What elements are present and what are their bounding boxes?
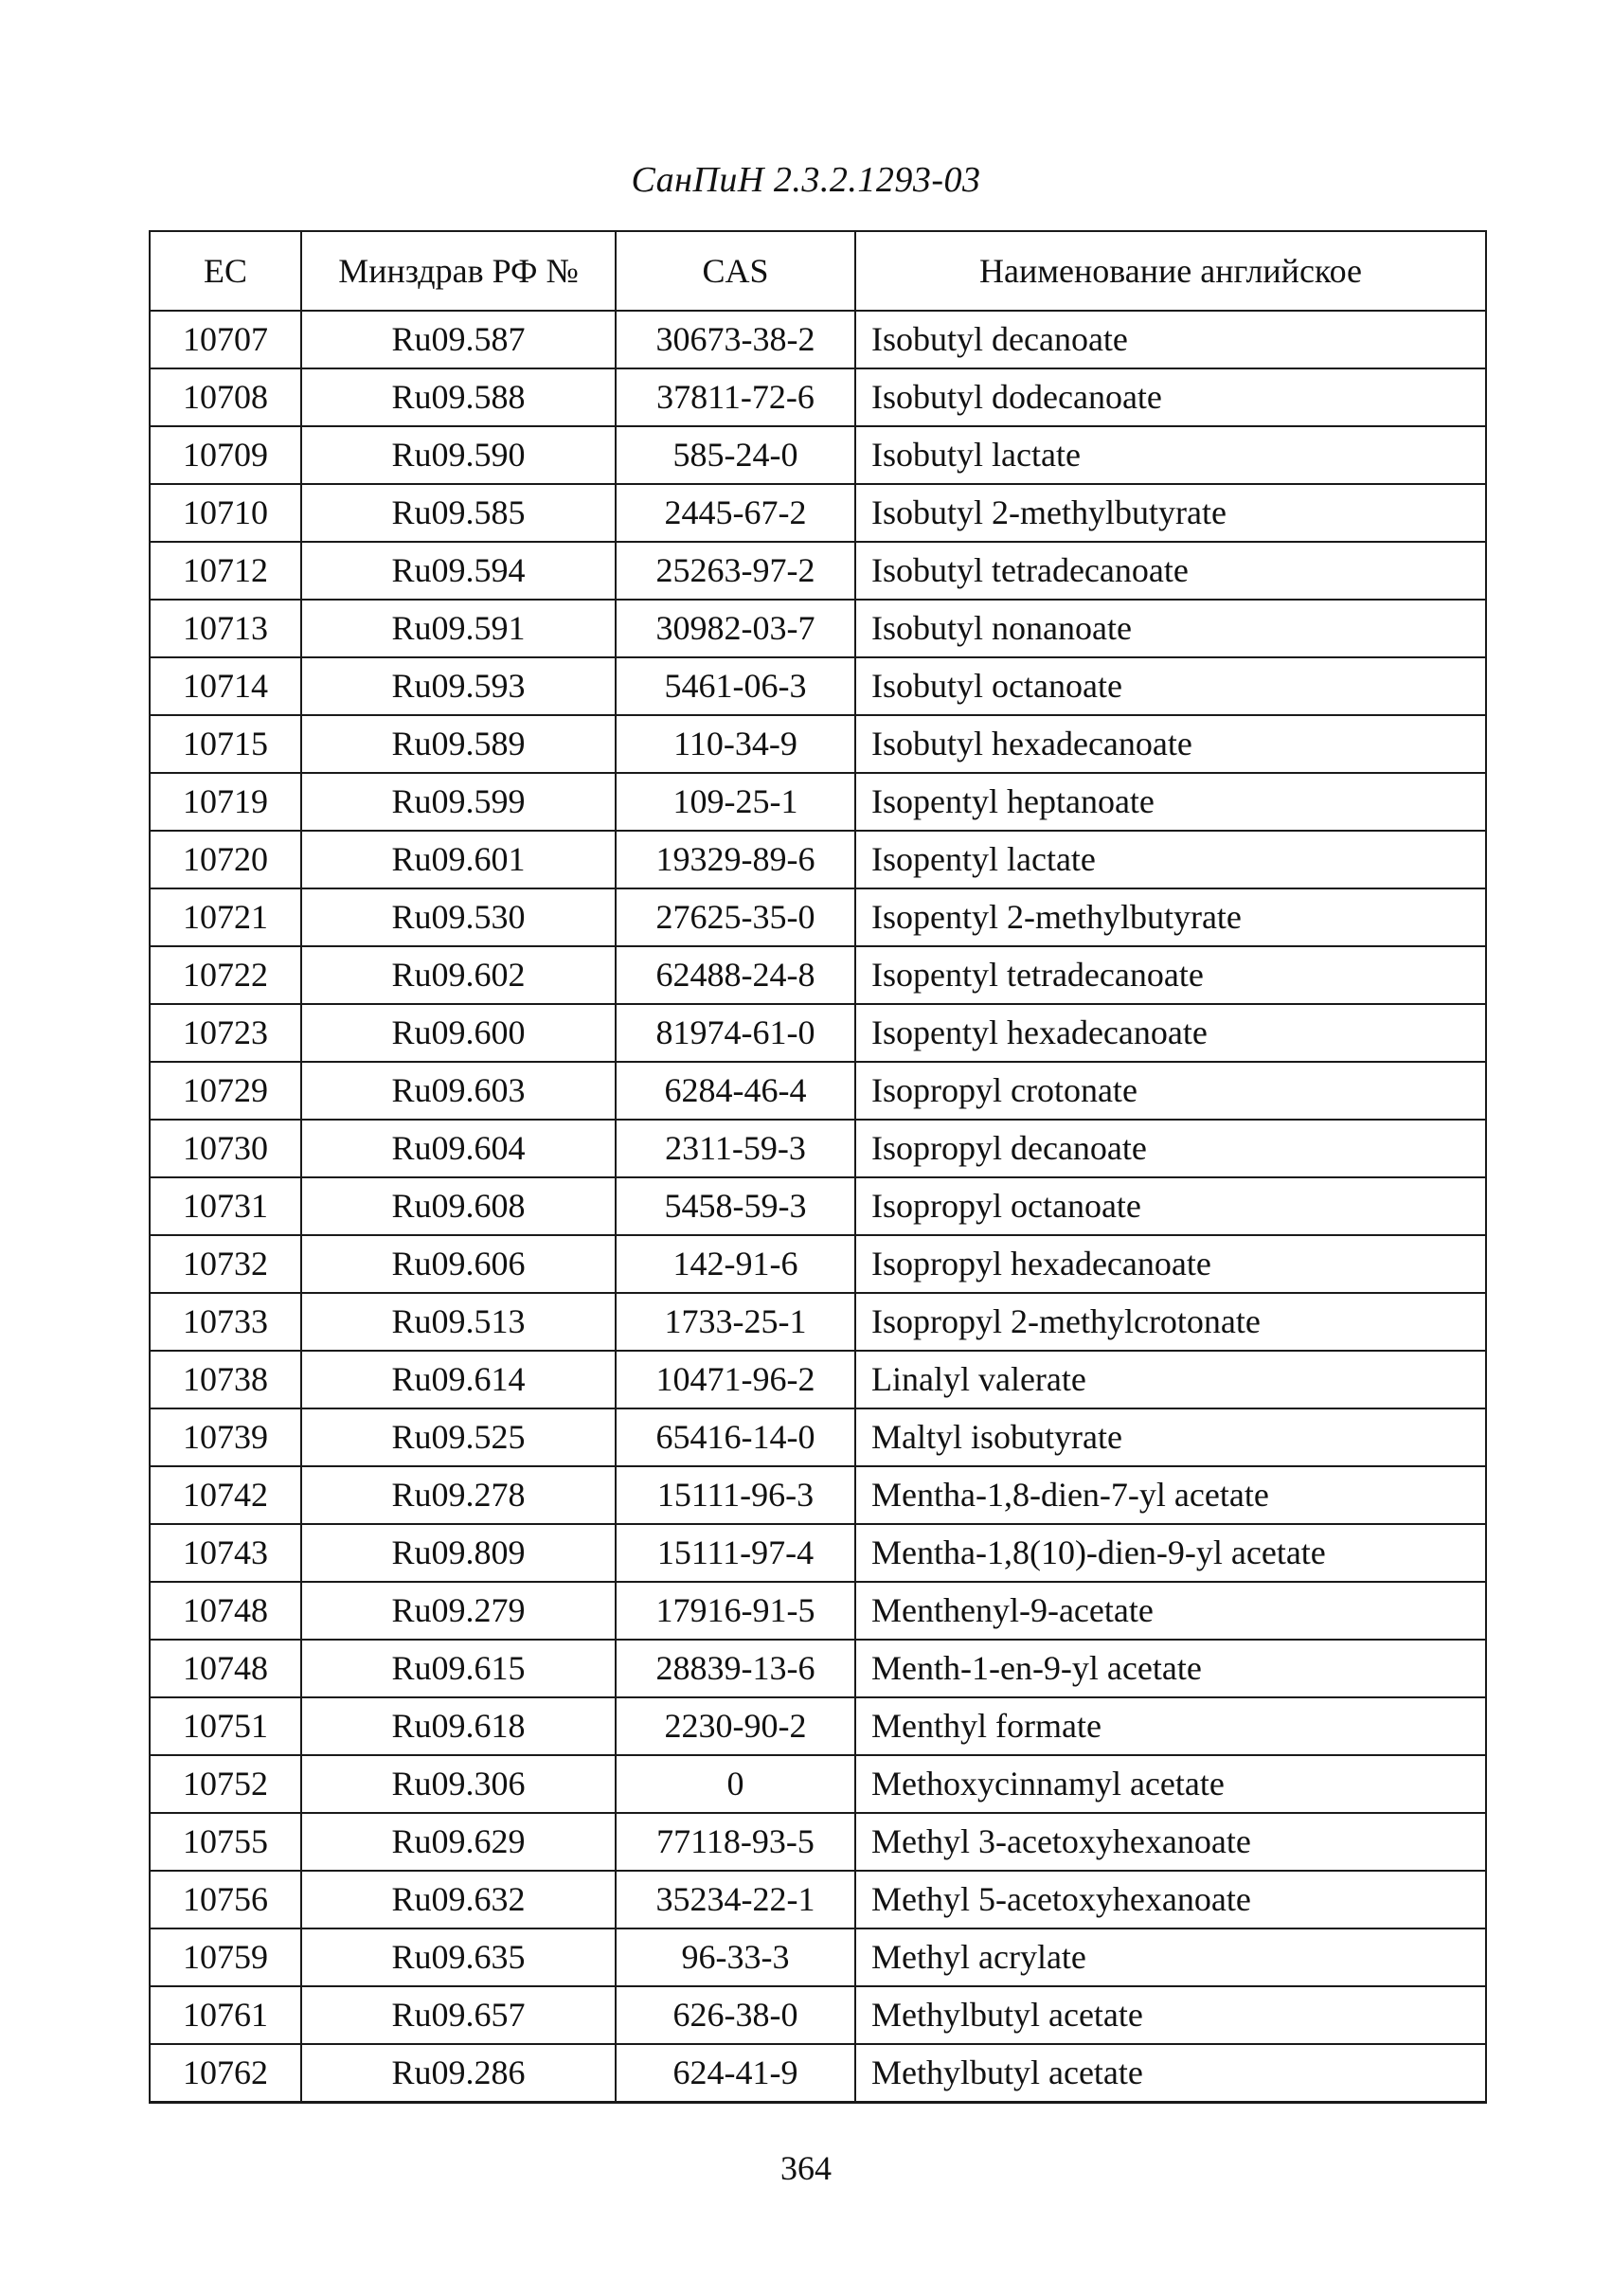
table-row [150, 1235, 1486, 1293]
cell-ec: 10733 [150, 1293, 301, 1351]
cell-minzdrav: Ru09.591 [301, 600, 616, 657]
cell-minzdrav: Ru09.614 [301, 1351, 616, 1408]
cell-english-name: Methyl acrylate [855, 1928, 1486, 1986]
table-row [150, 1408, 1486, 1466]
column-header-minzdrav: Минздрав РФ № [301, 231, 616, 311]
cell-cas: 37811-72-6 [616, 368, 855, 426]
table-row [150, 311, 1486, 368]
cell-ec: 10713 [150, 600, 301, 657]
cell-minzdrav: Ru09.600 [301, 1004, 616, 1062]
cell-minzdrav: Ru09.618 [301, 1697, 616, 1755]
table-row [150, 715, 1486, 773]
column-header-cas: CAS [616, 231, 855, 311]
cell-cas: 0 [616, 1755, 855, 1813]
cell-cas: 28839-13-6 [616, 1640, 855, 1697]
cell-minzdrav: Ru09.635 [301, 1928, 616, 1986]
cell-cas: 626-38-0 [616, 1986, 855, 2044]
substances-table [149, 230, 1487, 2104]
cell-ec: 10743 [150, 1524, 301, 1582]
cell-minzdrav: Ru09.602 [301, 946, 616, 1004]
cell-cas: 30982-03-7 [616, 600, 855, 657]
cell-english-name: Isopentyl lactate [855, 831, 1486, 888]
cell-english-name: Isobutyl dodecanoate [855, 368, 1486, 426]
cell-ec: 10738 [150, 1351, 301, 1408]
cell-english-name: Methyl 5-acetoxyhexanoate [855, 1871, 1486, 1928]
cell-english-name: Methyl 3-acetoxyhexanoate [855, 1813, 1486, 1871]
cell-ec: 10748 [150, 1640, 301, 1697]
cell-ec: 10708 [150, 368, 301, 426]
table-row [150, 1177, 1486, 1235]
cell-cas: 25263-97-2 [616, 542, 855, 600]
cell-english-name: Menthenyl-9-acetate [855, 1582, 1486, 1640]
table-row [150, 368, 1486, 426]
cell-english-name: Maltyl isobutyrate [855, 1408, 1486, 1466]
table-body [150, 311, 1486, 2103]
cell-cas: 77118-93-5 [616, 1813, 855, 1871]
table-row [150, 1755, 1486, 1813]
table-row [150, 1871, 1486, 1928]
cell-minzdrav: Ru09.599 [301, 773, 616, 831]
table-header [150, 231, 1486, 311]
table-row [150, 1813, 1486, 1871]
cell-cas: 81974-61-0 [616, 1004, 855, 1062]
cell-minzdrav: Ru09.601 [301, 831, 616, 888]
cell-minzdrav: Ru09.589 [301, 715, 616, 773]
cell-ec: 10739 [150, 1408, 301, 1466]
cell-ec: 10759 [150, 1928, 301, 1986]
cell-english-name: Methylbutyl acetate [855, 2044, 1486, 2103]
cell-english-name: Methoxycinnamyl acetate [855, 1755, 1486, 1813]
table-row [150, 542, 1486, 600]
cell-english-name: Methylbutyl acetate [855, 1986, 1486, 2044]
cell-minzdrav: Ru09.594 [301, 542, 616, 600]
cell-cas: 17916-91-5 [616, 1582, 855, 1640]
cell-ec: 10732 [150, 1235, 301, 1293]
cell-cas: 110-34-9 [616, 715, 855, 773]
table-row [150, 1351, 1486, 1408]
table-row [150, 1524, 1486, 1582]
cell-cas: 2311-59-3 [616, 1120, 855, 1177]
table-row [150, 657, 1486, 715]
cell-minzdrav: Ru09.603 [301, 1062, 616, 1120]
cell-ec: 10751 [150, 1697, 301, 1755]
cell-minzdrav: Ru09.587 [301, 311, 616, 368]
cell-ec: 10723 [150, 1004, 301, 1062]
cell-english-name: Isopentyl 2-methylbutyrate [855, 888, 1486, 946]
table-row [150, 1928, 1486, 1986]
cell-cas: 27625-35-0 [616, 888, 855, 946]
cell-english-name: Isobutyl 2-methylbutyrate [855, 484, 1486, 542]
cell-cas: 96-33-3 [616, 1928, 855, 1986]
cell-ec: 10715 [150, 715, 301, 773]
cell-english-name: Menthyl formate [855, 1697, 1486, 1755]
cell-minzdrav: Ru09.590 [301, 426, 616, 484]
cell-cas: 6284-46-4 [616, 1062, 855, 1120]
cell-ec: 10709 [150, 426, 301, 484]
table-row [150, 2044, 1486, 2103]
cell-ec: 10748 [150, 1582, 301, 1640]
table-row [150, 600, 1486, 657]
cell-ec: 10719 [150, 773, 301, 831]
cell-cas: 65416-14-0 [616, 1408, 855, 1466]
table-row [150, 1062, 1486, 1120]
cell-cas: 15111-97-4 [616, 1524, 855, 1582]
page-number: 364 [780, 2149, 832, 2187]
cell-minzdrav: Ru09.657 [301, 1986, 616, 2044]
cell-english-name: Isobutyl decanoate [855, 311, 1486, 368]
cell-ec: 10729 [150, 1062, 301, 1120]
cell-minzdrav: Ru09.286 [301, 2044, 616, 2103]
cell-english-name: Isobutyl nonanoate [855, 600, 1486, 657]
table-row [150, 1697, 1486, 1755]
cell-english-name: Isopropyl octanoate [855, 1177, 1486, 1235]
cell-minzdrav: Ru09.525 [301, 1408, 616, 1466]
table-row [150, 1986, 1486, 2044]
table-row [150, 1582, 1486, 1640]
table-row [150, 484, 1486, 542]
cell-cas: 5458-59-3 [616, 1177, 855, 1235]
cell-minzdrav: Ru09.809 [301, 1524, 616, 1582]
cell-minzdrav: Ru09.513 [301, 1293, 616, 1351]
cell-english-name: Isopentyl heptanoate [855, 773, 1486, 831]
cell-ec: 10742 [150, 1466, 301, 1524]
cell-english-name: Isobutyl tetradecanoate [855, 542, 1486, 600]
cell-minzdrav: Ru09.629 [301, 1813, 616, 1871]
cell-ec: 10762 [150, 2044, 301, 2103]
table-row [150, 1466, 1486, 1524]
page-header: СанПиН 2.3.2.1293-03 [631, 160, 981, 200]
cell-ec: 10722 [150, 946, 301, 1004]
cell-cas: 585-24-0 [616, 426, 855, 484]
cell-cas: 30673-38-2 [616, 311, 855, 368]
cell-minzdrav: Ru09.588 [301, 368, 616, 426]
cell-minzdrav: Ru09.593 [301, 657, 616, 715]
cell-minzdrav: Ru09.585 [301, 484, 616, 542]
cell-english-name: Isopropyl hexadecanoate [855, 1235, 1486, 1293]
table-row [150, 1004, 1486, 1062]
cell-minzdrav: Ru09.306 [301, 1755, 616, 1813]
cell-cas: 2445-67-2 [616, 484, 855, 542]
cell-english-name: Isobutyl lactate [855, 426, 1486, 484]
cell-ec: 10752 [150, 1755, 301, 1813]
cell-cas: 35234-22-1 [616, 1871, 855, 1928]
table-row [150, 1640, 1486, 1697]
cell-english-name: Linalyl valerate [855, 1351, 1486, 1408]
cell-cas: 624-41-9 [616, 2044, 855, 2103]
cell-english-name: Isopropyl crotonate [855, 1062, 1486, 1120]
table-row [150, 773, 1486, 831]
cell-english-name: Isobutyl hexadecanoate [855, 715, 1486, 773]
cell-cas: 19329-89-6 [616, 831, 855, 888]
cell-english-name: Isopropyl decanoate [855, 1120, 1486, 1177]
cell-english-name: Menth-1-en-9-yl acetate [855, 1640, 1486, 1697]
cell-minzdrav: Ru09.278 [301, 1466, 616, 1524]
cell-minzdrav: Ru09.615 [301, 1640, 616, 1697]
cell-minzdrav: Ru09.632 [301, 1871, 616, 1928]
cell-minzdrav: Ru09.604 [301, 1120, 616, 1177]
cell-ec: 10720 [150, 831, 301, 888]
cell-ec: 10712 [150, 542, 301, 600]
cell-cas: 62488-24-8 [616, 946, 855, 1004]
cell-ec: 10707 [150, 311, 301, 368]
cell-cas: 142-91-6 [616, 1235, 855, 1293]
cell-ec: 10721 [150, 888, 301, 946]
cell-ec: 10710 [150, 484, 301, 542]
cell-english-name: Mentha-1,8(10)-dien-9-yl acetate [855, 1524, 1486, 1582]
table-row [150, 1120, 1486, 1177]
table-row [150, 888, 1486, 946]
cell-ec: 10756 [150, 1871, 301, 1928]
cell-minzdrav: Ru09.530 [301, 888, 616, 946]
cell-english-name: Isopentyl hexadecanoate [855, 1004, 1486, 1062]
cell-minzdrav: Ru09.279 [301, 1582, 616, 1640]
cell-english-name: Isobutyl octanoate [855, 657, 1486, 715]
cell-ec: 10714 [150, 657, 301, 715]
cell-ec: 10761 [150, 1986, 301, 2044]
cell-ec: 10730 [150, 1120, 301, 1177]
table-row [150, 426, 1486, 484]
cell-minzdrav: Ru09.608 [301, 1177, 616, 1235]
table-row [150, 1293, 1486, 1351]
table-row [150, 831, 1486, 888]
cell-cas: 109-25-1 [616, 773, 855, 831]
cell-cas: 15111-96-3 [616, 1466, 855, 1524]
cell-cas: 2230-90-2 [616, 1697, 855, 1755]
cell-english-name: Isopropyl 2-methylcrotonate [855, 1293, 1486, 1351]
cell-cas: 5461-06-3 [616, 657, 855, 715]
cell-minzdrav: Ru09.606 [301, 1235, 616, 1293]
column-header-english-name: Наименование английское [855, 231, 1486, 311]
cell-ec: 10731 [150, 1177, 301, 1235]
cell-ec: 10755 [150, 1813, 301, 1871]
cell-english-name: Mentha-1,8-dien-7-yl acetate [855, 1466, 1486, 1524]
table-row [150, 946, 1486, 1004]
header-row [150, 231, 1486, 311]
cell-cas: 10471-96-2 [616, 1351, 855, 1408]
cell-english-name: Isopentyl tetradecanoate [855, 946, 1486, 1004]
cell-cas: 1733-25-1 [616, 1293, 855, 1351]
column-header-ec: EC [150, 231, 301, 311]
